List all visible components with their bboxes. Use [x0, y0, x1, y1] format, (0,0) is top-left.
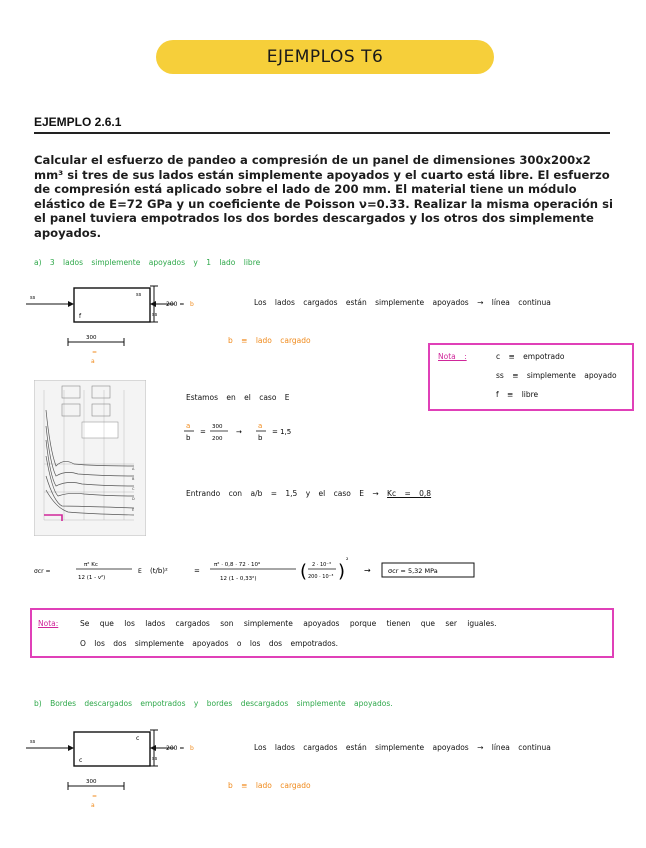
ss-right-label: ss [152, 312, 158, 318]
height-var: b [190, 301, 194, 308]
k-num: π² Kc [84, 562, 98, 568]
note-c: c ≡ empotrado [496, 352, 565, 361]
part-b-b-def: b ≡ lado cargado [228, 781, 311, 790]
frac-num: 2 · 10⁻³ [312, 562, 331, 568]
note-label: Nota : [438, 352, 467, 361]
note-box [428, 343, 634, 411]
f-bottom-label: f [79, 313, 82, 320]
b-height-var: b [190, 745, 194, 752]
entering-text [186, 489, 431, 498]
load-arrow-head [68, 301, 74, 307]
title-rule [34, 132, 610, 134]
formula-den: 12 (1 - 0,33²) [220, 576, 257, 582]
b-width-var: a [91, 802, 95, 809]
b-c-bottom-label: c [79, 757, 83, 764]
ss-top-label: ss [136, 292, 142, 298]
part-a-loaded-sides: Los lados cargados están simplemente apoyados → línea continua [254, 298, 551, 307]
case-statement: Estamos en el caso E [186, 393, 290, 402]
width-eq: = [92, 349, 98, 356]
formula-num: π² · 0,8 · 72 · 10⁹ [214, 562, 261, 568]
note-ss: ss ≡ simplemente apoyado [496, 371, 617, 380]
note2-line2: O los dos simplemente apoyados o los dos empotrados. [80, 639, 338, 648]
graph-curve-label-e: E [132, 508, 135, 512]
width-var: a [91, 358, 95, 365]
page-banner: EJEMPLOS T6 [156, 40, 494, 74]
b-width-eq: = [92, 793, 98, 800]
ratio-result: = 1,5 [272, 428, 292, 436]
svg-text:(: ( [300, 561, 308, 582]
svg-text:a: a [258, 422, 263, 430]
ratio-equation [184, 418, 344, 446]
entering-ratio: a/b = 1,5 [250, 489, 298, 498]
buckling-coefficient-graph [34, 380, 146, 536]
part-a-b-def: b ≡ lado cargado [228, 336, 311, 345]
b-ss-left-label: ss [30, 739, 36, 745]
ratio-num: 300 [212, 424, 223, 430]
entering-label: Entrando con [186, 489, 243, 498]
part-a-height-dimension [148, 284, 198, 324]
sigma-result: σcr = 5,32 MPa [388, 567, 438, 575]
graph-curve-label-a: A [132, 467, 135, 471]
formula-eq: = [194, 567, 200, 575]
kc-value: Kc = 0,8 [387, 489, 432, 498]
note-f: f ≡ libre [496, 390, 539, 399]
ss-left-label: ss [30, 295, 36, 301]
entering-tail: y el caso E → [305, 489, 379, 498]
svg-text:=: = [200, 428, 206, 436]
example-title: EJEMPLO 2.6.1 [34, 115, 122, 129]
part-b-height-dimension [148, 728, 198, 768]
part-a-heading: a) 3 lados simplemente apoyados y 1 lado libre [34, 258, 261, 267]
ratio-den: 200 [212, 436, 223, 442]
svg-text:→: → [236, 428, 242, 436]
part-b-heading: b) Bordes descargados empotrados y bordes descargados simplemente apoyados. [34, 699, 393, 708]
k-den: 12 (1 - ν²) [78, 575, 106, 581]
graph-curve-label-c: C [132, 487, 135, 491]
b-width-label: 300 [86, 779, 97, 785]
frac-square: ² [346, 557, 349, 564]
note2-label: Nota: [38, 619, 59, 628]
note2-line1: Se que los lados cargados son simplemente apoyados porque tienen que ser iguales. [80, 619, 497, 628]
height-label: 200 = [166, 301, 185, 308]
part-b-loaded-sides: Los lados cargados están simplemente apoyados → línea continua [254, 743, 551, 752]
e-symbol: E [138, 568, 142, 575]
t-over-b: (t/b)² [150, 567, 168, 575]
width-label: 300 [86, 335, 97, 341]
sigma-label: σcr = [34, 568, 51, 575]
graph-curve-label-d: D [132, 497, 135, 501]
note2-box [30, 608, 614, 658]
ratio-a: a [186, 422, 191, 430]
b-height-label: 200 = [166, 745, 185, 752]
svg-text:): ) [338, 561, 346, 582]
formula-arrow: → [364, 566, 371, 575]
svg-text:b: b [258, 434, 263, 442]
problem-statement: Calcular el esfuerzo de pandeo a compresión de un panel de dimensiones 300x200x2 mm³ si tres de sus lados están simplemente apoyados y el cuarto está libre. El esfuerzo de compresión está aplicado sobre el lado de 200 mm. El material tiene un módulo elástico de E=72 GPa y un coeficiente de Poisson ν=0.33. Realizar la misma operación si el panel tuviera empotrados los dos bordes descargados y los otros dos simplemente apoyados. [34, 153, 613, 240]
ratio-b: b [186, 434, 191, 442]
b-c-top-label: c [136, 735, 140, 742]
b-ss-right-label: ss [152, 756, 158, 762]
frac-den: 200 · 10⁻³ [308, 574, 334, 580]
graph-curve-label-b: B [132, 477, 135, 481]
critical-stress-formula [34, 554, 504, 588]
